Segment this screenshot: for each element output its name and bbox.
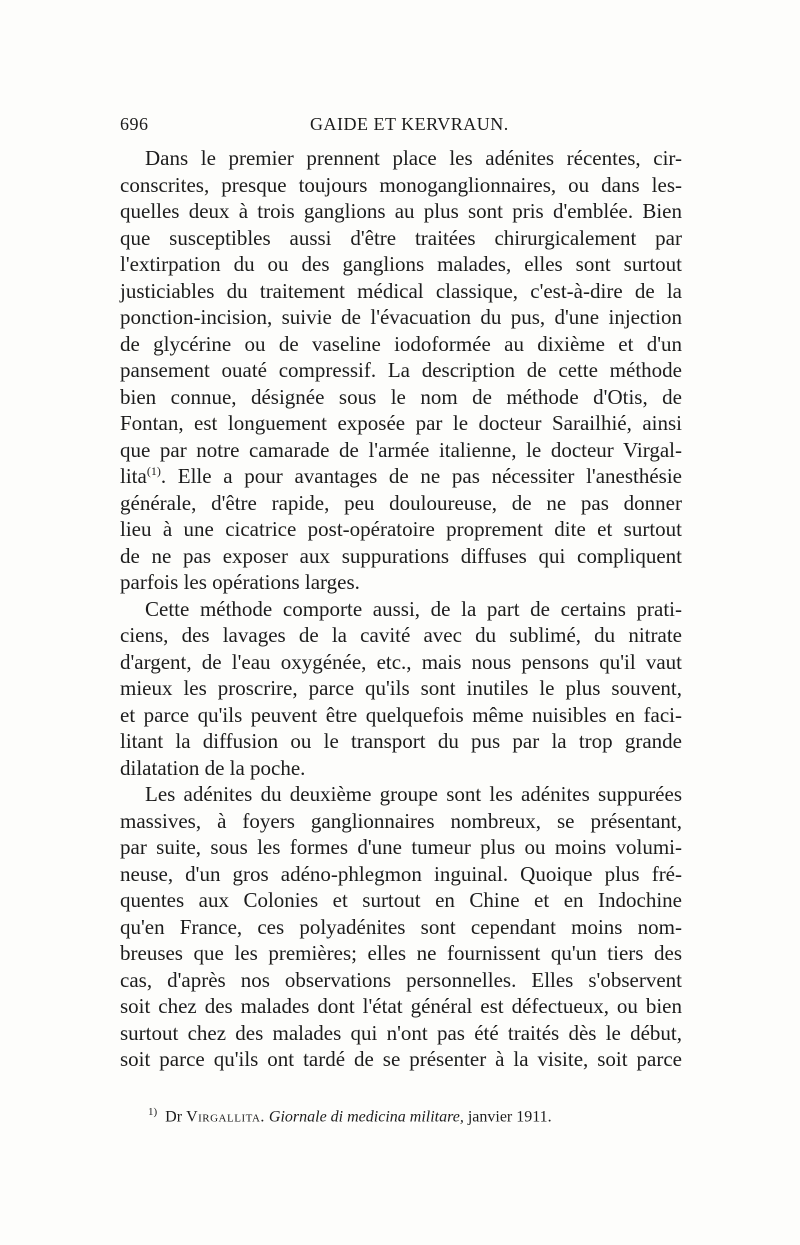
text-line: breuses que les premières; elles ne fournissent qu'un tiers des	[120, 941, 682, 965]
footnote-journal: Giornale di medicina militare,	[268, 1108, 464, 1126]
text-line: parfois les opérations larges.	[120, 570, 360, 594]
text-line: litant la diffusion ou le transport du pus par la trop grande	[120, 729, 682, 753]
text-fragment: lita	[120, 464, 147, 488]
text-line: et parce qu'ils peuvent être quelquefois même nuisibles en faci-	[120, 702, 682, 727]
text-line: cas, d'après nos observations personnelles. Elles s'observent	[120, 967, 682, 992]
running-header	[120, 114, 682, 140]
text-line: soit chez des malades dont l'état général est défectueux, ou bien	[120, 994, 682, 1018]
text-line: l'extirpation du ou des ganglions malades, elles sont surtout	[120, 252, 682, 276]
text-line: que par notre camarade de l'armée italienne, le docteur Virgal-	[120, 437, 682, 462]
text-line: Les adénites du deuxième groupe sont les adénites suppurées	[145, 782, 682, 806]
page-number: 696	[120, 114, 149, 134]
text-line: de glycérine ou de vaseline iodoformée au dixième et d'un	[120, 331, 682, 356]
text-line: dilatation de la poche.	[120, 755, 306, 780]
footnote	[148, 1100, 668, 1129]
text-line-with-footnote-ref	[120, 463, 682, 490]
footnote-title: Dr	[165, 1108, 183, 1126]
text-line: pansement ouaté compressif. La description de cette méthode	[120, 358, 682, 382]
footnote-mark: 1)	[148, 1106, 158, 1118]
text-line: Dans le premier prennent place les adénites récentes, cir-	[145, 146, 682, 170]
text-line: quelles deux à trois ganglions au plus sont pris d'emblée. Bien	[120, 199, 682, 223]
text-line: ponction-incision, suivie de l'évacuation du pus, d'une injection	[120, 305, 682, 329]
text-line: mieux les proscrire, parce qu'ils sont inutiles le plus souvent,	[120, 676, 682, 700]
text-line: soit parce qu'ils ont tardé de se présenter à la visite, soit parce	[120, 1047, 682, 1071]
text-line: conscrites, presque toujours monoganglionnaires, ou dans les-	[120, 172, 682, 197]
text-line: quentes aux Colonies et surtout en Chine et en Indochine	[120, 888, 682, 912]
text-line: bien connue, désignée sous le nom de méthode d'Otis, de	[120, 384, 682, 409]
text-line: d'argent, de l'eau oxygénée, etc., mais nous pensons qu'il vaut	[120, 649, 682, 674]
running-title: GAIDE ET KERVRAUN.	[310, 114, 509, 134]
text-line: lieu à une cicatrice post-opératoire proprement dite et surtout	[120, 517, 682, 541]
text-line: qu'en France, ces polyadénites sont cependant moins nom-	[120, 914, 682, 939]
text-line: Cette méthode comporte aussi, de la part de certains prati-	[145, 596, 682, 621]
text-line: générale, d'être rapide, peu douloureuse, de ne pas donner	[120, 490, 682, 515]
text-line: neuse, d'un gros adéno-phlegmon inguinal. Quoique plus fré-	[120, 861, 682, 886]
footnote-author: Virgallita.	[186, 1108, 265, 1126]
text-line: par suite, sous les formes d'une tumeur plus ou moins volumi-	[120, 835, 682, 859]
text-fragment: . Elle a pour avantages de ne pas nécessiter l'anesthésie	[160, 464, 682, 488]
paragraph	[120, 145, 682, 596]
footnote-reference[interactable]: (1)	[146, 464, 161, 478]
paragraph	[120, 596, 682, 782]
text-line: justiciables du traitement médical classique, c'est-à-dire de la	[120, 278, 682, 303]
text-line: massives, à foyers ganglionnaires nombreux, se présentant,	[120, 808, 682, 833]
text-line: ciens, des lavages de la cavité avec du sublimé, du nitrate	[120, 623, 682, 647]
text-line: surtout chez des malades qui n'ont pas été traités dès le début,	[120, 1020, 682, 1045]
text-line: Fontan, est longuement exposée par le docteur Sarailhié, ainsi	[120, 411, 682, 435]
text-line: de ne pas exposer aux suppurations diffuses qui compliquent	[120, 543, 682, 568]
body-text	[120, 145, 682, 1073]
text-line: que susceptibles aussi d'être traitées chirurgicalement par	[120, 225, 682, 250]
footnote-date: janvier 1911.	[467, 1108, 552, 1126]
paragraph	[120, 781, 682, 1073]
